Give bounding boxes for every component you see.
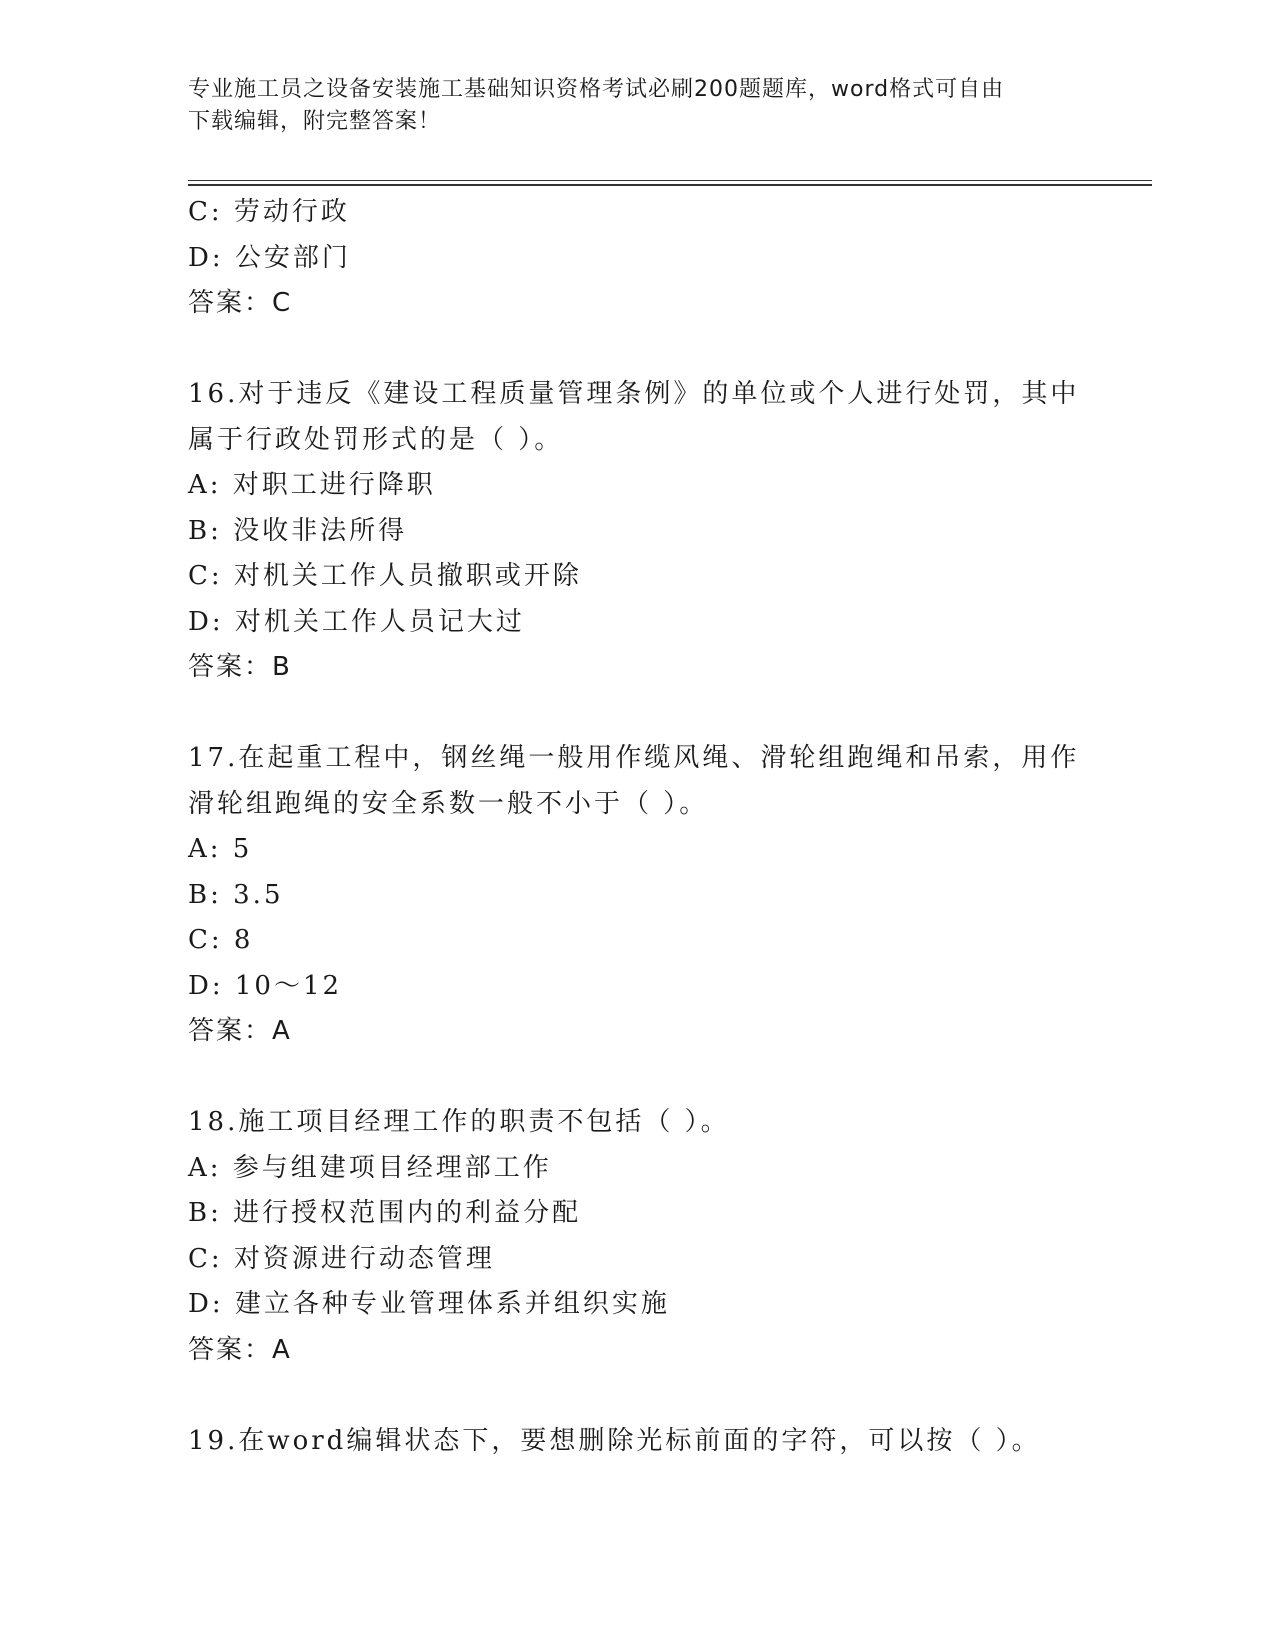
prev-question [188, 190, 1148, 327]
question-stem: 16.对于违反《建设工程质量管理条例》的单位或个人进行处罚，其中 [188, 379, 1080, 409]
question-16 [188, 372, 1148, 691]
option-a: A: 5 [188, 834, 253, 864]
header-line-1: 专业施工员之设备安装施工基础知识资格考试必刷200题题库，word格式可自由 [188, 77, 1005, 102]
question-stem: 属于行政处罚形式的是（ ）。 [188, 424, 564, 455]
option-b: B: 3.5 [188, 879, 284, 910]
option-c: C: 对机关工作人员撤职或开除 [188, 561, 582, 591]
option-d: D: 建立各种专业管理体系并组织实施 [188, 1289, 670, 1319]
header-divider [188, 180, 1152, 186]
document-page [188, 0, 1148, 1650]
option-b: B: 没收非法所得 [188, 515, 408, 546]
option-b: B: 进行授权范围内的利益分配 [188, 1198, 582, 1228]
option-d: D: 对机关工作人员记大过 [188, 606, 525, 637]
answer: 答案：C [188, 288, 293, 318]
header-line-2: 下载编辑，附完整答案！ [188, 109, 442, 134]
option-a: A: 对职工进行降职 [188, 470, 436, 500]
option-c: C: 劳动行政 [188, 197, 350, 227]
option-d: D: 10～12 [188, 970, 343, 1001]
question-stem: 滑轮组跑绳的安全系数一般不小于（ ）。 [188, 788, 709, 819]
question-stem: 17.在起重工程中，钢丝绳一般用作缆风绳、滑轮组跑绳和吊索，用作 [188, 743, 1080, 773]
option-c: C: 对资源进行动态管理 [188, 1243, 495, 1274]
question-stem: 19.在word编辑状态下，要想删除光标前面的字符，可以按（ ）。 [188, 1425, 1041, 1456]
question-stem: 18.施工项目经理工作的职责不包括（ ）。 [188, 1107, 730, 1137]
question-17 [188, 736, 1148, 1055]
answer: 答案：A [188, 1016, 292, 1046]
question-19 [188, 1419, 1148, 1465]
answer: 答案：B [188, 652, 292, 682]
option-c: C: 8 [188, 925, 254, 955]
answer: 答案：A [188, 1334, 292, 1365]
page-header [188, 74, 1088, 138]
option-d: D: 公安部门 [188, 242, 351, 273]
question-18 [188, 1100, 1148, 1373]
document-body [188, 190, 1148, 1464]
option-a: A: 参与组建项目经理部工作 [188, 1152, 552, 1183]
